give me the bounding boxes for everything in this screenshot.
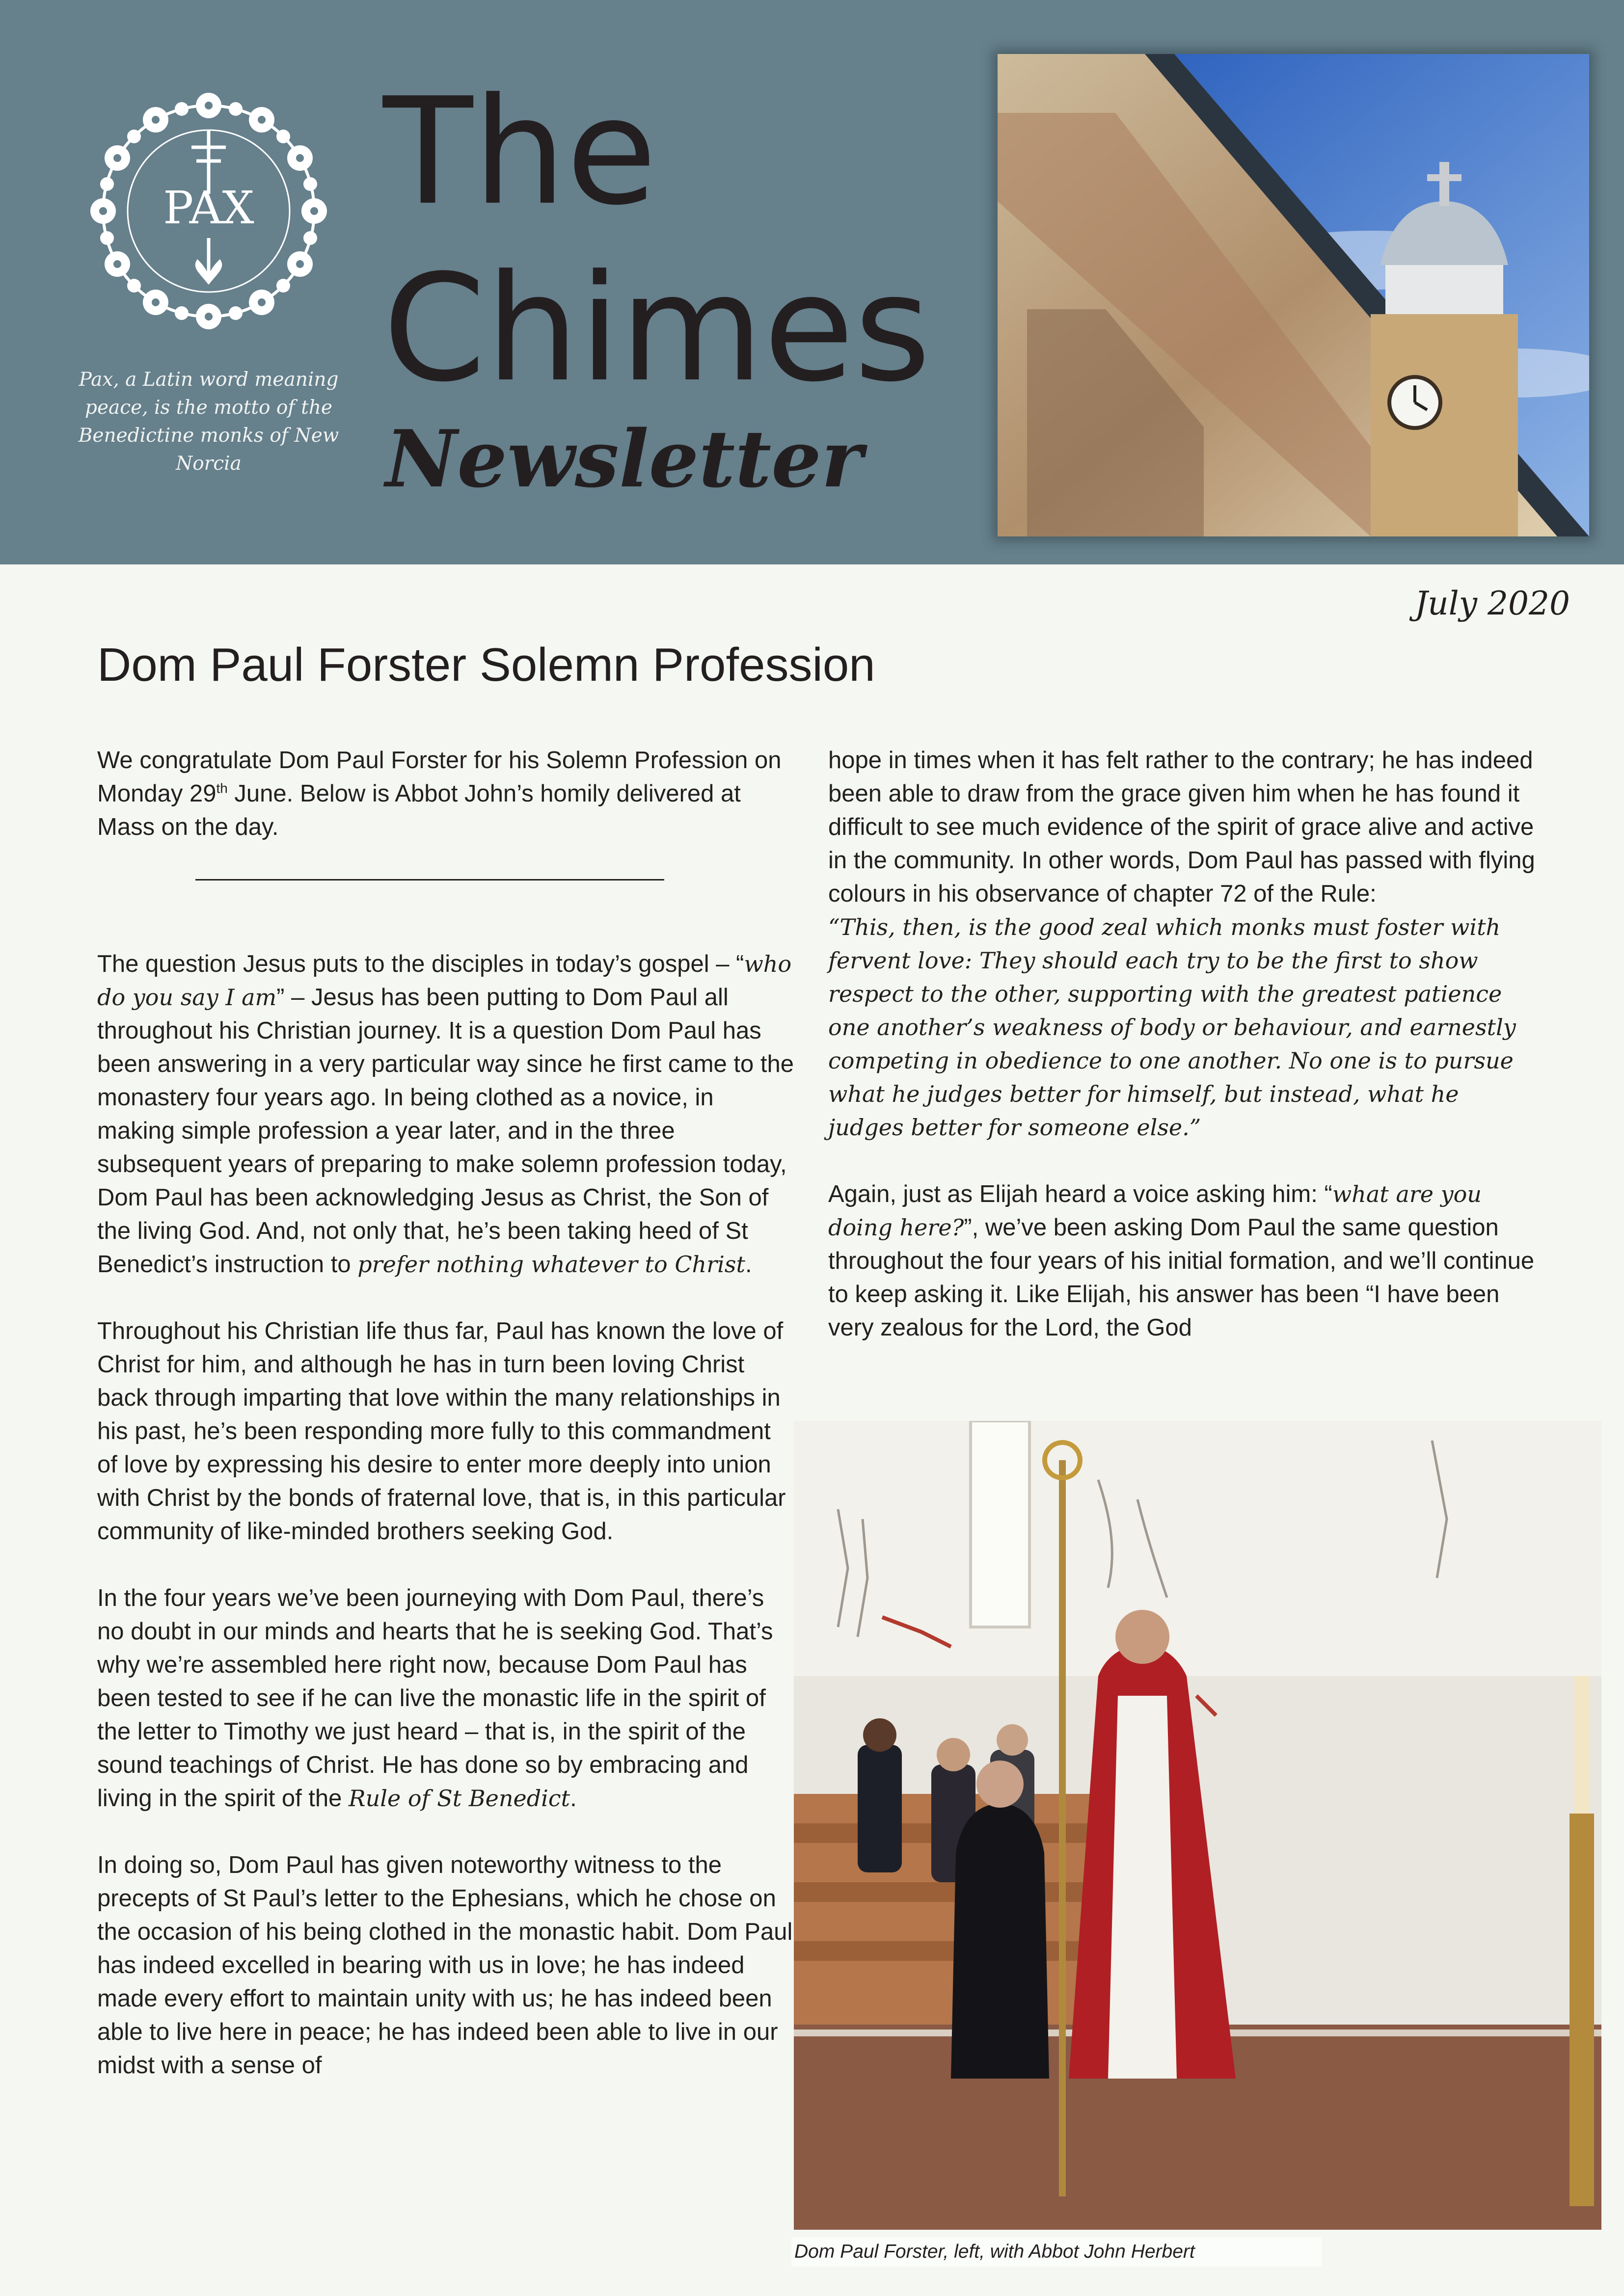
intro-paragraph: We congratulate Dom Paul Forster for his Solemn Profession on Monday 29th June. Below is Abbot John’s homily delivered at Mass on the day. xyxy=(97,747,782,840)
paragraph-2: Throughout his Christian life thus far, Paul has known the love of Christ for him, and although he has in turn been loving Christ back through imparting that love within the many relationships in his past, he’s been responding more fully to this commandment of love by expressing his desire to enter more deeply into union with Christ by the bonds of fraternal love, that is, in this particular community of like-minded brothers seeking God. xyxy=(97,1318,786,1545)
photo-caption: Dom Paul Forster, left, with Abbot John Herbert xyxy=(791,2237,1322,2267)
masthead-subtitle-newsletter: Newsletter xyxy=(385,413,863,505)
paragraph-1: The question Jesus puts to the disciples in today’s gospel – “who do you say I am” – Jesus has been putting to Dom Paul all throughout his Christian journey. It is a question Dom Paul has been answering in a very particular way since he first came to the monastery four years ago. In being clothed as a novice, in making simple profession a year later, and in the three subsequent years of preparing to make solemn profession today, Dom Paul has been acknowledging Jesus as Christ, the Son of the living God. And, not only that, he’s been taking heed of St Benedict’s instruction to prefer nothing whatever to Christ. xyxy=(97,951,794,1278)
article-column-left xyxy=(97,744,794,2082)
pax-caption: Pax, a Latin word meaning peace, is the motto of the Benedictine monks of New Norcia xyxy=(78,369,339,475)
rule-quotation: “This, then, is the good zeal which monks must foster with fervent love: They should each try to be the first to show respect to the other, supporting with the greatest patience one another’s weakness of body or behaviour, and earnestly competing in obedience to one another. No one is to pursue what he judges better for himself, but instead, what he judges better for someone else.” xyxy=(828,914,1516,1141)
paragraph-5: hope in times when it has felt rather to the contrary; he has indeed been able to draw from the grace given him when he has found it difficult to see much evidence of the spirit of grace alive and active in the community. In other words, Dom Paul has passed with flying colours in his observance of chapter 72 of the Rule: xyxy=(828,747,1535,907)
paragraph-4: In doing so, Dom Paul has given noteworthy witness to the precepts of St Paul’s letter to the Ephesians, which he chose on the occasion of his being clothed in the monastic habit. Dom Paul has indeed excelled in bearing with us in love; he has indeed made every effort to maintain unity with us; he has indeed been able to live here in peace; he has indeed been able to live in our midst with a sense of xyxy=(97,1852,793,2079)
masthead-banner xyxy=(0,0,1624,564)
church-bell-tower-photo xyxy=(998,54,1589,536)
article-headline: Dom Paul Forster Solemn Profession xyxy=(97,639,875,691)
masthead-title-chimes: Chimes xyxy=(383,243,931,414)
solemn-profession-photo xyxy=(794,1421,1601,2230)
masthead-title-the: The xyxy=(383,66,657,238)
pax-logo-text: PAX xyxy=(163,182,254,234)
paragraph-3: In the four years we’ve been journeying with Dom Paul, there’s no doubt in our minds and hearts that he is seeking God. That’s why we’re assembled here right now, because Dom Paul has been tested to see if he can live the monastic life in the spirit of the letter to Timothy we just heard – that is, in the spirit of the sound teachings of Christ. He has done so by embracing and living in the spirit of the Rule of St Benedict. xyxy=(97,1585,773,1812)
pax-wreath-logo xyxy=(59,74,358,348)
issue-date: July 2020 xyxy=(1414,585,1570,622)
paragraph-6: Again, just as Elijah heard a voice asking him: “what are you doing here?”, we’ve been asking Dom Paul the same question throughout the four years of his initial formation, and we’ll continue to keep asking it. Like Elijah, his answer has been “I have been very zealous for the Lord, the God xyxy=(828,1181,1535,1341)
article-column-right xyxy=(828,744,1535,1344)
